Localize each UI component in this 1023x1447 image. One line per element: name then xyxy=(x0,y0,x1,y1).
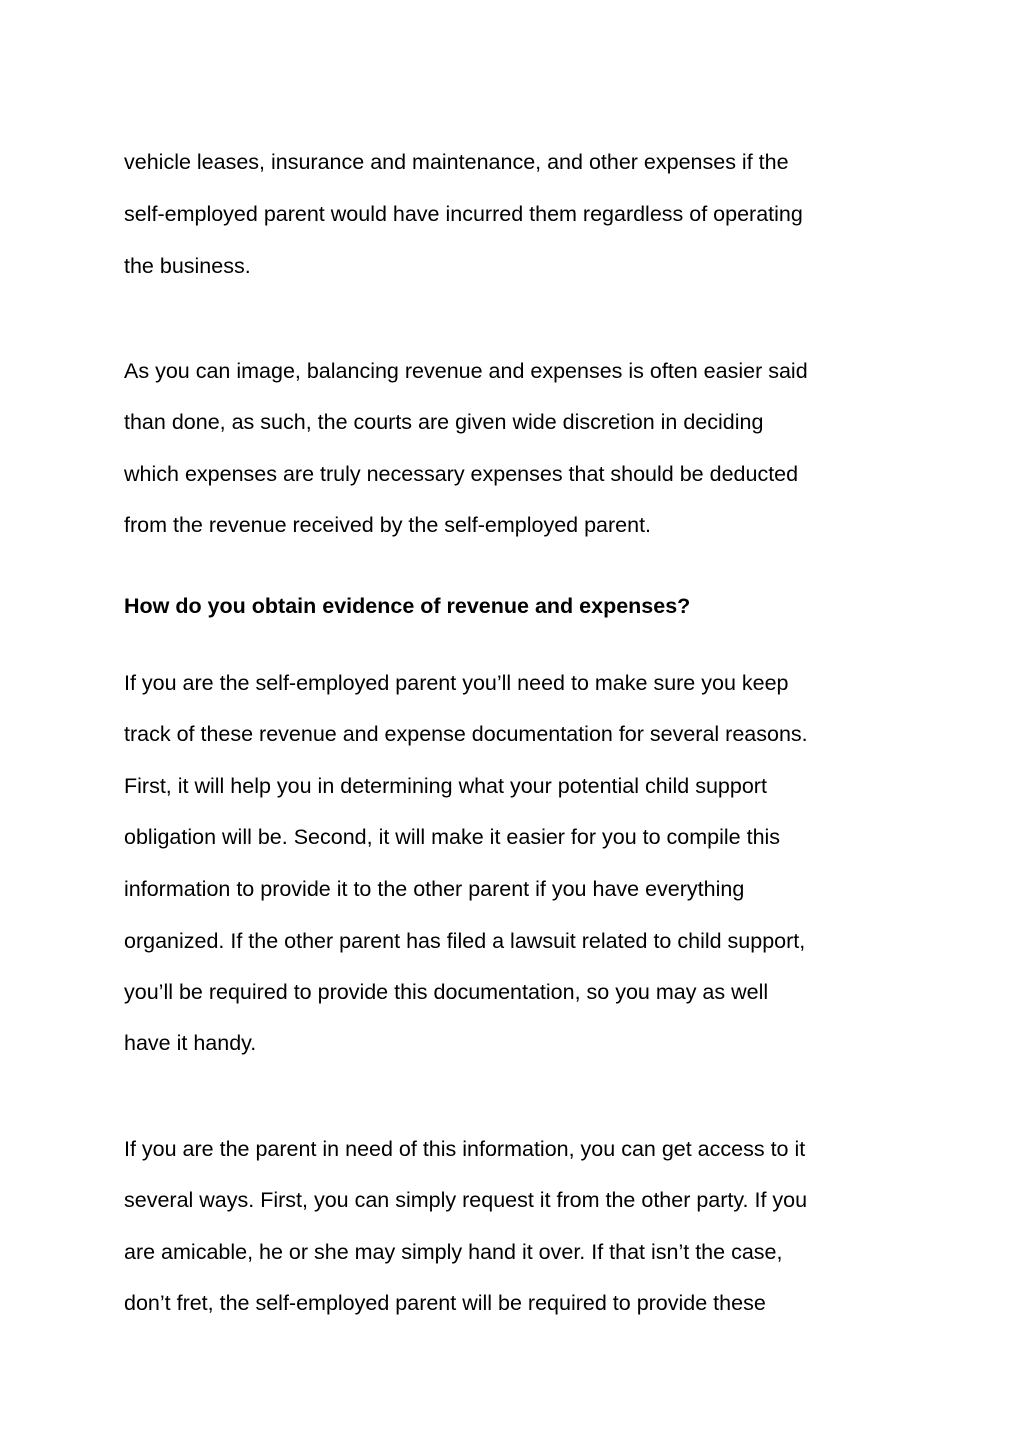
paragraph-line: As you can image, balancing revenue and expenses is often easier said xyxy=(124,359,808,383)
section-heading: How do you obtain evidence of revenue and expenses? xyxy=(124,594,691,618)
paragraph-line: organized. If the other parent has filed a lawsuit related to child support, xyxy=(124,929,806,953)
paragraph-line: track of these revenue and expense documentation for several reasons. xyxy=(124,722,808,746)
paragraph-line: are amicable, he or she may simply hand it over. If that isn’t the case, xyxy=(124,1240,783,1264)
paragraph-line: If you are the parent in need of this information, you can get access to it xyxy=(124,1137,806,1161)
paragraph-line: self-employed parent would have incurred them regardless of operating xyxy=(124,202,803,226)
paragraph-line: several ways. First, you can simply request it from the other party. If you xyxy=(124,1188,808,1212)
paragraph-line: vehicle leases, insurance and maintenance, and other expenses if the xyxy=(124,150,789,174)
paragraph-line: information to provide it to the other parent if you have everything xyxy=(124,877,745,901)
paragraph-line: obligation will be. Second, it will make it easier for you to compile this xyxy=(124,825,781,849)
paragraph-line: have it handy. xyxy=(124,1031,257,1055)
paragraph-line: If you are the self-employed parent you’ll need to make sure you keep xyxy=(124,671,789,695)
paragraph-line: the business. xyxy=(124,254,251,278)
paragraph-line: don’t fret, the self-employed parent will be required to provide these xyxy=(124,1291,766,1315)
paragraph-line: than done, as such, the courts are given wide discretion in deciding xyxy=(124,410,764,434)
paragraph-line: from the revenue received by the self-employed parent. xyxy=(124,513,652,537)
paragraph-line: you’ll be required to provide this documentation, so you may as well xyxy=(124,980,769,1004)
paragraph-line: First, it will help you in determining what your potential child support xyxy=(124,774,767,798)
paragraph-line: which expenses are truly necessary expenses that should be deducted xyxy=(124,462,799,486)
